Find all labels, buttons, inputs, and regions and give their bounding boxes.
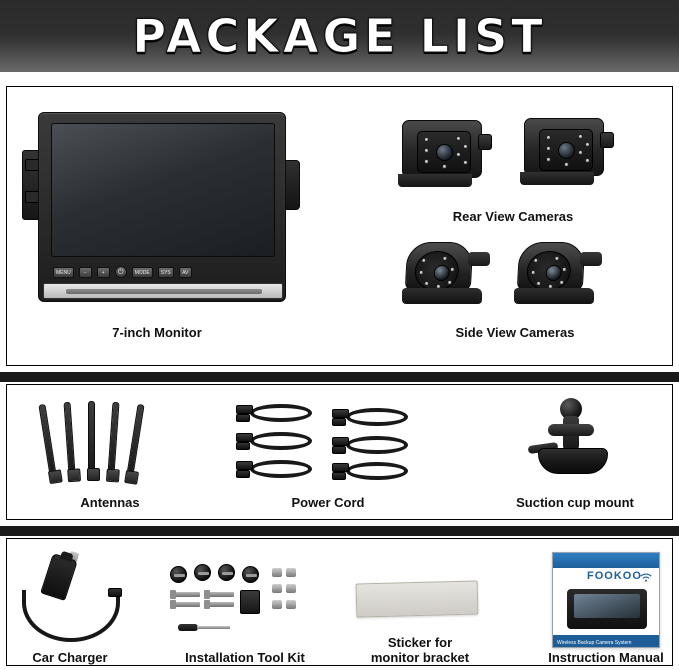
nut [286,568,296,577]
monitor-caption: 7-inch Monitor [112,325,202,340]
ir-led [585,142,590,147]
ir-led [456,152,461,157]
bolt [174,592,200,597]
car-charger-caption: Car Charger [32,650,108,665]
manual-footer-text: Wireless Backup Camera System [557,640,632,646]
ir-led [559,280,564,285]
section-divider-2 [0,526,679,536]
instruction-manual-caption: Instruction Manual [548,650,664,665]
camera-mount-arm [600,132,614,148]
rear-camera-right [516,114,614,192]
monitor-stand [43,283,283,299]
camera-shell [524,118,604,176]
plus-button[interactable]: + [97,267,110,278]
ir-led [531,270,536,275]
manual-cover-image [567,589,647,629]
cable-loop [346,408,408,426]
screw-head [194,564,211,581]
cable-loop [346,436,408,454]
cable-plug [332,418,346,426]
cable-plug [236,442,250,450]
ir-led [424,159,429,164]
ir-led [585,158,590,163]
cable-plug [332,472,346,480]
cable-plug [332,446,346,454]
suction-cup-icon [530,398,616,488]
charger-end-connector [108,588,122,597]
screw-head [242,566,259,583]
camera-shell [402,120,482,178]
cable-plug [332,463,349,472]
antenna [107,402,119,474]
nut [286,600,296,609]
screw-head [170,566,187,583]
ir-led [564,162,569,167]
monitor-right-mount [284,160,300,210]
ir-led [456,136,461,141]
menu-button[interactable]: MENU [53,267,74,278]
bolt [208,602,234,607]
ir-led [424,148,429,153]
camera-cable-gland [580,252,602,266]
manual-icon [552,552,660,648]
screw-head [218,564,235,581]
ir-led [450,267,455,272]
rear-view-cameras-caption: Rear View Cameras [452,209,574,224]
cable-plug [332,437,349,446]
rear-camera-left [394,116,492,194]
camera-lens-plate [417,131,471,173]
ir-led [442,164,447,169]
wifi-icon [639,571,653,583]
power-cord-caption: Power Cord [291,495,365,510]
cable-loop [346,462,408,480]
ir-led [463,160,468,165]
tool-kit-icon [168,558,318,650]
ir-led [424,137,429,142]
camera-lens-plate [539,129,593,171]
camera-base [514,288,594,304]
screwdriver [178,624,230,631]
car-charger-icon [12,556,132,652]
camera-base [402,288,482,304]
ir-led [554,256,559,261]
ir-led [546,157,551,162]
power-cord [332,458,416,484]
ir-led [463,144,468,149]
nut [272,584,282,593]
manual-header-bar [553,553,659,568]
monitor-icon [22,112,294,308]
ir-led [536,281,541,286]
camera-cable-gland [468,252,490,266]
sticker-icon [356,580,479,617]
camera-bracket [398,174,472,187]
side-view-cameras-caption: Side View Cameras [455,325,575,340]
screwdriver-handle [178,624,198,631]
screwdriver-shaft [197,626,230,629]
antennas-caption: Antennas [80,495,140,510]
mounting-plate [240,590,260,614]
page-title: PACKAGE LIST [132,9,547,63]
sticker-caption-line1: Sticker for [387,635,453,650]
camera-bracket [520,172,594,185]
monitor-screen [51,123,275,257]
power-cord [332,404,416,430]
section-divider-1 [0,372,679,382]
power-button[interactable]: ⏻ [115,266,127,278]
cable-plug [236,470,250,478]
power-cord [236,428,320,454]
ir-led [424,281,429,286]
sys-button[interactable]: SYS [158,267,174,278]
antenna-icon [40,398,180,484]
cable-loop [250,404,312,422]
power-cord [332,432,416,458]
suction-knob [548,424,594,436]
camera-lens [558,142,575,159]
camera-dome [405,242,474,292]
cable-plug [236,405,253,414]
power-cord [236,400,320,426]
side-camera-left [400,240,496,312]
nut [272,568,282,577]
ir-led [562,267,567,272]
header-banner [0,0,679,72]
camera-mount-arm [478,134,492,150]
mode-button[interactable]: MODE [132,267,153,278]
ir-led [533,258,538,263]
nut [286,584,296,593]
camera-lens [433,265,450,281]
camera-face [526,251,572,291]
installation-tool-kit-caption: Installation Tool Kit [185,650,305,665]
side-camera-right [512,240,608,312]
ir-led [421,258,426,263]
camera-lens [436,144,453,161]
ir-led [546,146,551,151]
monitor-body [38,112,286,302]
cable-plug [236,461,253,470]
ir-led [546,135,551,140]
bolt [174,602,200,607]
antenna [88,401,95,473]
antenna [126,404,144,476]
camera-dome [517,242,586,292]
camera-face [414,251,460,291]
charger-wire [22,590,120,642]
ir-led [419,270,424,275]
ir-led [447,280,452,285]
ir-led [578,150,583,155]
antenna [63,402,75,474]
manual-brand: FOOKOO [587,570,642,582]
cable-icon [236,398,422,484]
camera-lens [545,265,562,281]
suction-cup-mount-caption: Suction cup mount [516,495,634,510]
cable-loop [250,460,312,478]
ir-led [578,134,583,139]
bolt [208,592,234,597]
av-button[interactable]: AV [179,267,192,278]
cable-plug [236,414,250,422]
nut [272,600,282,609]
power-cord [236,456,320,482]
monitor-button-bar [51,263,275,281]
ir-led [442,256,447,261]
minus-button[interactable]: − [79,267,92,278]
suction-cup [538,448,608,474]
cable-loop [250,432,312,450]
antenna [38,404,56,476]
cable-plug [332,409,349,418]
sticker-caption-line2: monitor bracket [370,650,470,665]
cable-plug [236,433,253,442]
